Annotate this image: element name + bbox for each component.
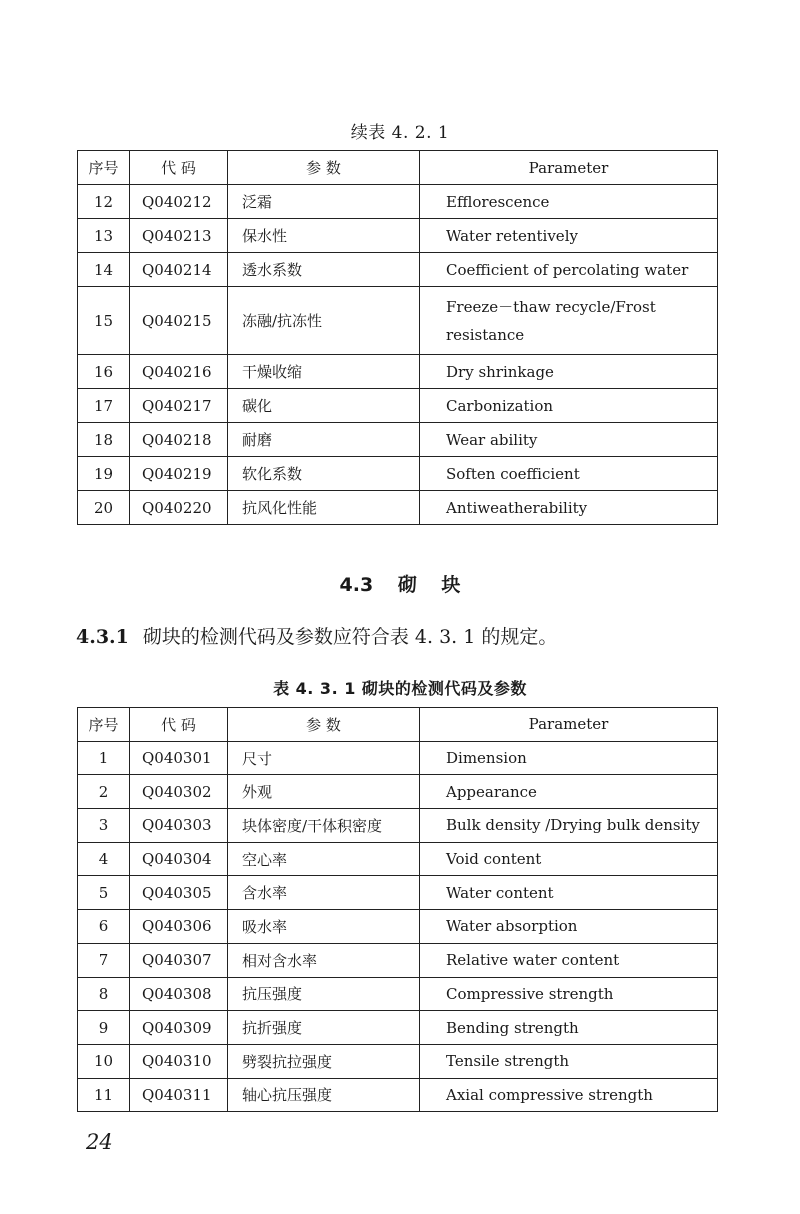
row-parameter-cn: 软化系数 (228, 457, 420, 491)
table-row (78, 423, 718, 457)
header-parameter-cn: 参 数 (228, 151, 420, 185)
table-row (78, 842, 718, 876)
row-index: 3 (78, 809, 130, 843)
row-parameter-cn: 透水系数 (228, 253, 420, 287)
row-code: Q040214 (130, 253, 228, 287)
row-parameter-en: Wear ability (420, 423, 718, 457)
clause-text: 砌块的检测代码及参数应符合表 4. 3. 1 的规定。 (142, 626, 558, 648)
table-row (78, 253, 718, 287)
row-parameter-cn: 抗风化性能 (228, 491, 420, 525)
row-index: 12 (78, 185, 130, 219)
clause-number: 4.3.1 (76, 626, 129, 648)
table-caption: 表 4. 3. 1 砌块的检测代码及参数 (273, 679, 527, 698)
row-code: Q040217 (130, 389, 228, 423)
row-index: 6 (78, 910, 130, 944)
row-index: 16 (78, 355, 130, 389)
row-parameter-en: Water retentively (420, 219, 718, 253)
row-index: 14 (78, 253, 130, 287)
row-parameter-cn: 外观 (228, 775, 420, 809)
row-code: Q040304 (130, 842, 228, 876)
header-code: 代 码 (130, 151, 228, 185)
row-index: 17 (78, 389, 130, 423)
row-parameter-en: Water absorption (420, 910, 718, 944)
table-row (78, 910, 718, 944)
row-index: 9 (78, 1011, 130, 1045)
header-index: 序号 (78, 151, 130, 185)
table-row (78, 389, 718, 423)
row-parameter-en: Compressive strength (420, 977, 718, 1011)
row-parameter-en: Relative water content (420, 943, 718, 977)
row-parameter-en: Bending strength (420, 1011, 718, 1045)
row-parameter-en: Tensile strength (420, 1044, 718, 1078)
section-heading: 4.3 砌 块 (339, 574, 461, 596)
row-code: Q040219 (130, 457, 228, 491)
row-code: Q040311 (130, 1078, 228, 1112)
row-parameter-cn: 抗折强度 (228, 1011, 420, 1045)
row-parameter-en: Freeze－thaw recycle/Frost resistance (420, 287, 718, 355)
row-index: 1 (78, 741, 130, 775)
row-index: 2 (78, 775, 130, 809)
row-index: 19 (78, 457, 130, 491)
clause-paragraph (76, 622, 557, 649)
row-parameter-cn: 轴心抗压强度 (228, 1078, 420, 1112)
table-row (78, 491, 718, 525)
row-parameter-cn: 保水性 (228, 219, 420, 253)
table-row (78, 977, 718, 1011)
table-row (78, 809, 718, 843)
row-parameter-en: Dimension (420, 741, 718, 775)
row-code: Q040306 (130, 910, 228, 944)
table-row (78, 876, 718, 910)
row-index: 11 (78, 1078, 130, 1112)
table-row (78, 775, 718, 809)
row-parameter-cn: 相对含水率 (228, 943, 420, 977)
row-parameter-en: Bulk density /Drying bulk density (420, 809, 718, 843)
continued-parameter-table (77, 150, 718, 525)
row-parameter-en: Coefficient of percolating water (420, 253, 718, 287)
row-parameter-en: Water content (420, 876, 718, 910)
table-row (78, 1078, 718, 1112)
row-parameter-en: Antiweatherability (420, 491, 718, 525)
row-code: Q040212 (130, 185, 228, 219)
row-code: Q040301 (130, 741, 228, 775)
table-header-row (78, 151, 718, 185)
row-code: Q040213 (130, 219, 228, 253)
row-code: Q040303 (130, 809, 228, 843)
row-index: 18 (78, 423, 130, 457)
row-parameter-cn: 含水率 (228, 876, 420, 910)
row-code: Q040218 (130, 423, 228, 457)
row-parameter-cn: 吸水率 (228, 910, 420, 944)
row-index: 4 (78, 842, 130, 876)
block-parameter-table (77, 707, 718, 1112)
row-parameter-en: Efflorescence (420, 185, 718, 219)
row-index: 15 (78, 287, 130, 355)
continued-table-caption: 续表 4. 2. 1 (350, 123, 450, 143)
header-parameter-cn: 参 数 (228, 708, 420, 742)
row-code: Q040309 (130, 1011, 228, 1045)
row-code: Q040220 (130, 491, 228, 525)
row-code: Q040216 (130, 355, 228, 389)
row-code: Q040305 (130, 876, 228, 910)
row-parameter-cn: 块体密度/干体积密度 (228, 809, 420, 843)
row-parameter-en: Soften coefficient (420, 457, 718, 491)
row-code: Q040308 (130, 977, 228, 1011)
table-row (78, 943, 718, 977)
table-row (78, 355, 718, 389)
row-code: Q040310 (130, 1044, 228, 1078)
row-index: 8 (78, 977, 130, 1011)
page-number: 24 (86, 1130, 113, 1154)
row-parameter-cn: 碳化 (228, 389, 420, 423)
table-row (78, 185, 718, 219)
row-code: Q040302 (130, 775, 228, 809)
row-index: 10 (78, 1044, 130, 1078)
row-parameter-en: Dry shrinkage (420, 355, 718, 389)
row-parameter-cn: 抗压强度 (228, 977, 420, 1011)
row-parameter-cn: 空心率 (228, 842, 420, 876)
header-parameter-en: Parameter (420, 151, 718, 185)
table-row (78, 219, 718, 253)
header-index: 序号 (78, 708, 130, 742)
table-header-row (78, 708, 718, 742)
table-row (78, 457, 718, 491)
row-parameter-cn: 干燥收缩 (228, 355, 420, 389)
row-parameter-cn: 劈裂抗拉强度 (228, 1044, 420, 1078)
row-parameter-en: Void content (420, 842, 718, 876)
row-parameter-en: Appearance (420, 775, 718, 809)
row-parameter-en: Axial compressive strength (420, 1078, 718, 1112)
table-row (78, 1011, 718, 1045)
table-row (78, 1044, 718, 1078)
table-row (78, 287, 718, 355)
row-index: 7 (78, 943, 130, 977)
row-parameter-cn: 尺寸 (228, 741, 420, 775)
header-code: 代 码 (130, 708, 228, 742)
row-index: 20 (78, 491, 130, 525)
row-parameter-cn: 耐磨 (228, 423, 420, 457)
row-index: 13 (78, 219, 130, 253)
table-row (78, 741, 718, 775)
row-index: 5 (78, 876, 130, 910)
row-code: Q040307 (130, 943, 228, 977)
header-parameter-en: Parameter (420, 708, 718, 742)
row-parameter-cn: 冻融/抗冻性 (228, 287, 420, 355)
row-parameter-en: Carbonization (420, 389, 718, 423)
row-parameter-cn: 泛霜 (228, 185, 420, 219)
row-code: Q040215 (130, 287, 228, 355)
